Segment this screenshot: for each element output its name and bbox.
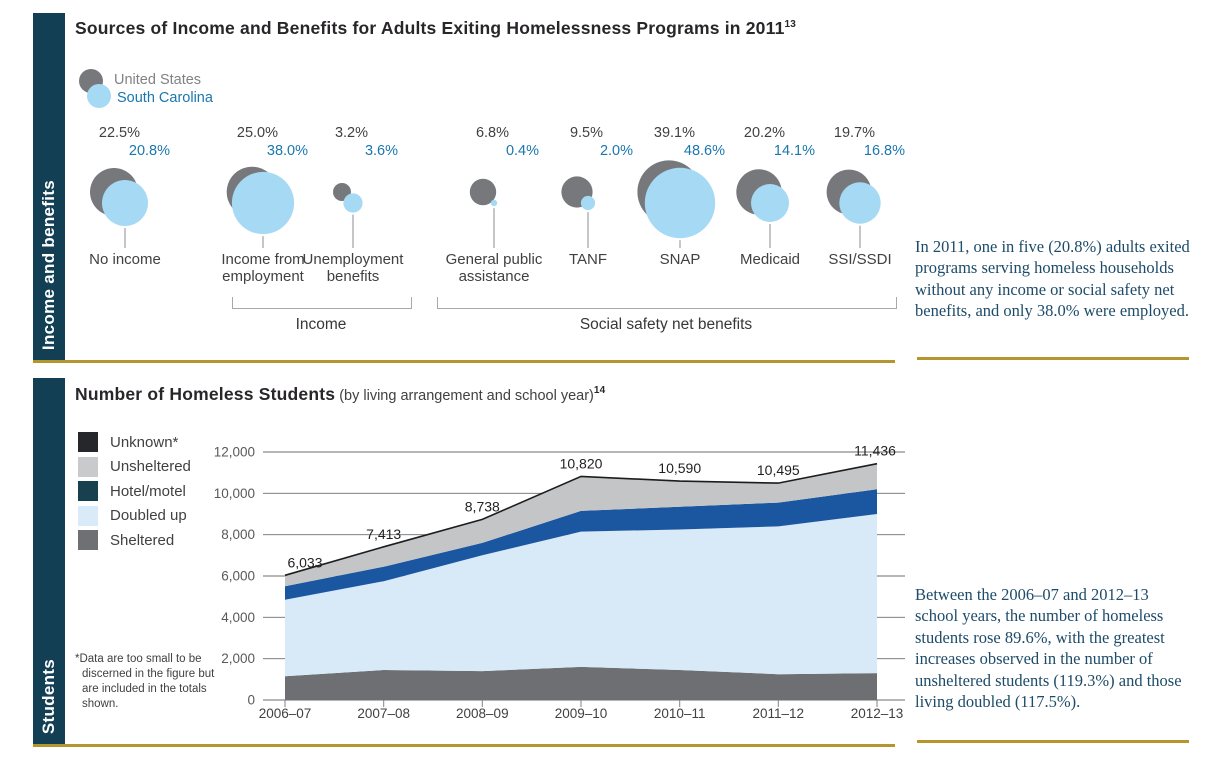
bubble-category-label: Unemployment benefits: [302, 251, 404, 285]
legend-item-unknown: [78, 432, 191, 452]
students-title-subtitle: (by living arrangement and school year): [335, 388, 594, 404]
hotel-motel-swatch: [78, 481, 98, 501]
group-bracket-2: [437, 297, 897, 309]
sheltered-swatch: [78, 530, 98, 550]
group-bracket-1: [232, 297, 412, 309]
x-tick-label: 2008–09: [456, 706, 509, 721]
total-label-2009–10: 10,820: [559, 455, 603, 472]
legend-item-unsheltered: [78, 457, 191, 477]
chart-footnote: *Data are too small to be discerned in the figure but are included in the totals shown.: [75, 653, 215, 710]
total-label-2011–12: 10,495: [756, 462, 800, 479]
sc-value: 20.8%: [128, 143, 170, 159]
income-note-gold-rule: [917, 357, 1189, 360]
y-tick-label: 8,000: [221, 527, 255, 543]
x-tick-label: 2011–12: [752, 706, 805, 721]
bubble-values-8: [782, 124, 905, 160]
us-value: 19.7%: [833, 125, 875, 141]
doubled-up-label: Doubled up: [110, 507, 187, 524]
us-value: 9.5%: [569, 125, 603, 141]
us-value: 20.2%: [743, 125, 785, 141]
y-tick-label: 12,000: [213, 444, 255, 460]
sc-value: 14.1%: [773, 143, 815, 159]
legend-us-label: United States: [114, 72, 202, 88]
us-value: 3.2%: [334, 125, 368, 141]
x-tick-label: 2012–13: [850, 706, 904, 721]
hotel-motel-label: Hotel/motel: [110, 482, 186, 500]
bubble-category-label: Medicaid: [739, 251, 801, 268]
income-title-text: Sources of Income and Benefits for Adults Exiting Homelessness Programs in 2011: [75, 18, 785, 38]
sc-value: 38.0%: [266, 143, 308, 159]
sc-bubble-6: [645, 168, 715, 238]
doubled-up-swatch: [78, 506, 98, 526]
section-tab-students-label: Students: [39, 658, 58, 734]
us-value: 6.8%: [475, 125, 509, 141]
sc-bubble-8: [839, 182, 880, 223]
area-chart-legend: [78, 432, 191, 550]
us-value: 25.0%: [236, 125, 278, 141]
unsheltered-label: Unsheltered: [110, 458, 191, 475]
y-tick-label: 4,000: [221, 609, 255, 625]
students-title-text: Number of Homeless Students: [75, 384, 336, 404]
us-value: 22.5%: [98, 125, 140, 141]
students-section-title: [75, 384, 605, 405]
legend-item-sheltered: [78, 530, 191, 550]
students-side-note: Between the 2006–07 and 2012–13 school years, the number of homeless students rose 89.6%, with the greatest increases observed in the number of unsheltered students (119.3%) and those living doubled (117.5%).: [915, 585, 1182, 712]
bubble-category-label: General public assistance: [445, 251, 543, 285]
section-tab-income-label: Income and benefits: [39, 179, 58, 350]
total-label-2007–08: 7,413: [366, 525, 402, 542]
sc-value: 0.4%: [505, 143, 539, 159]
unknown-swatch: [78, 432, 98, 452]
students-gold-rule: [33, 744, 895, 747]
total-label-2008–09: 8,738: [464, 498, 500, 515]
sheltered-label: Sheltered: [110, 531, 175, 549]
total-label-2012–13: 11,436: [854, 442, 896, 459]
students-note-gold-rule: [917, 740, 1189, 743]
section-tab-students: [33, 378, 65, 744]
legend-item-hotel-motel: [78, 481, 191, 501]
legend-sc-label: South Carolina: [117, 90, 213, 106]
bubble-values-1: [47, 124, 170, 160]
bubble-category-label: SNAP: [659, 251, 701, 268]
bubble-category-label: No income: [89, 251, 161, 268]
us-value: 39.1%: [653, 125, 695, 141]
students-title-footnote-ref: 14: [593, 385, 606, 397]
bubble-chart: [0, 0, 910, 350]
total-label-2006–07: 6,033: [287, 554, 323, 571]
y-tick-label: 6,000: [221, 568, 255, 584]
sc-bubble-4: [491, 200, 497, 206]
income-side-note: In 2011, one in five (20.8%) adults exited programs serving homeless households without any income or social safety net benefits, and only 38.0% were employed.: [915, 237, 1190, 321]
sc-value: 16.8%: [863, 143, 905, 159]
sc-bubble-7: [751, 184, 789, 222]
total-label-2010–11: 10,590: [658, 460, 702, 477]
group-label-1: Income: [295, 316, 347, 333]
sc-bubble-5: [581, 196, 595, 210]
y-tick-label: 2,000: [221, 651, 255, 667]
sc-bubble-2: [232, 172, 294, 234]
x-tick-label: 2007–08: [357, 706, 410, 721]
bubble-category-label: TANF: [568, 251, 608, 268]
group-label-2: Social safety net benefits: [579, 316, 753, 333]
legend-item-doubled-up: [78, 506, 191, 526]
bubble-category-label: Income from employment: [221, 251, 305, 285]
bubble-category-label: SSI/SSDI: [828, 251, 892, 268]
unsheltered-swatch: [78, 457, 98, 477]
x-tick-label: 2009–10: [554, 706, 608, 721]
sc-value: 48.6%: [683, 143, 725, 159]
y-tick-label: 10,000: [213, 485, 255, 501]
sc-value: 2.0%: [599, 143, 633, 159]
x-tick-label: 2010–11: [653, 706, 706, 721]
sc-bubble-3: [343, 193, 362, 212]
sc-value: 3.6%: [364, 143, 398, 159]
x-tick-label: 2006–07: [258, 706, 312, 721]
sc-bubble-1: [102, 180, 148, 226]
bubble-values-3: [275, 124, 398, 160]
homeless-students-area-chart: [205, 440, 910, 725]
income-gold-rule: [33, 360, 895, 363]
unknown-label: Unknown*: [110, 433, 179, 451]
income-title-footnote-ref: 13: [784, 19, 797, 31]
y-tick-label: 0: [247, 692, 255, 708]
